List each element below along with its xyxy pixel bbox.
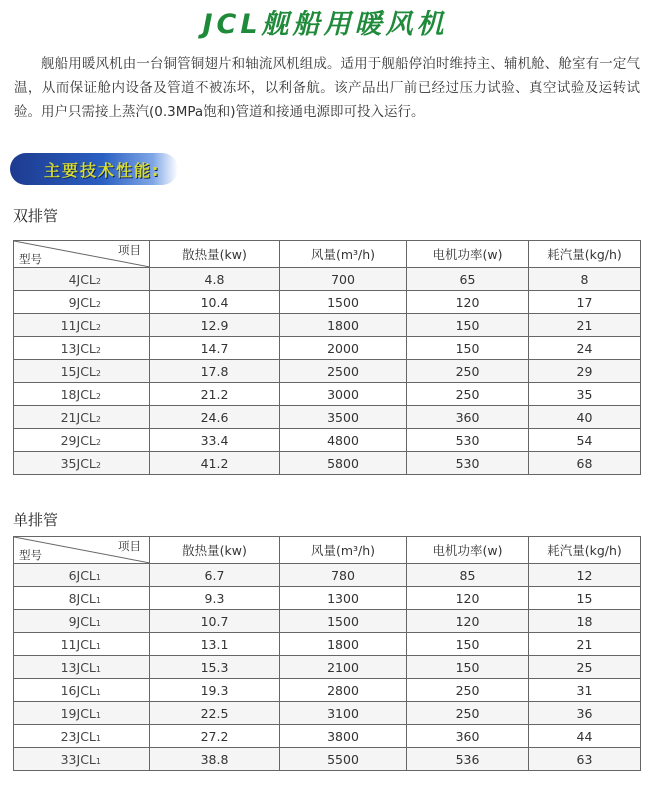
- table-row: [14, 268, 641, 291]
- heat-cell: 27.2: [150, 725, 280, 748]
- steam-cell: 8: [529, 268, 641, 291]
- power-cell: 85: [407, 564, 529, 587]
- model-name: 15JCL: [60, 363, 96, 379]
- table-header-row: [14, 537, 641, 564]
- air-cell: 5800: [280, 452, 407, 475]
- table-row: [14, 564, 641, 587]
- header-heat: 散热量(kw): [150, 537, 280, 564]
- air-cell: 3100: [280, 702, 407, 725]
- heat-cell: 17.8: [150, 360, 280, 383]
- model-subscript: 2: [95, 460, 101, 470]
- steam-cell: 21: [529, 633, 641, 656]
- single-row-spec-table: [13, 536, 641, 771]
- header-steam: 耗汽量(kg/h): [529, 537, 641, 564]
- air-cell: 2800: [280, 679, 407, 702]
- table-row: [14, 587, 641, 610]
- model-subscript: 2: [95, 368, 101, 378]
- table-header-row: [14, 241, 641, 268]
- model-cell: [14, 564, 150, 587]
- table-row: [14, 725, 641, 748]
- model-cell: [14, 587, 150, 610]
- model-cell: [14, 656, 150, 679]
- model-name: 16JCL: [60, 682, 96, 698]
- table-row: [14, 406, 641, 429]
- power-cell: 530: [407, 452, 529, 475]
- heat-cell: 6.7: [150, 564, 280, 587]
- header-air: 风量(m³/h): [280, 241, 407, 268]
- air-cell: 2100: [280, 656, 407, 679]
- header-model-label: 型号: [19, 548, 42, 562]
- steam-cell: 63: [529, 748, 641, 771]
- table-row: [14, 452, 641, 475]
- table-row: [14, 633, 641, 656]
- heat-cell: 13.1: [150, 633, 280, 656]
- air-cell: 1800: [280, 314, 407, 337]
- model-cell: [14, 702, 150, 725]
- steam-cell: 15: [529, 587, 641, 610]
- header-item-label: 项目: [118, 539, 141, 553]
- heat-cell: 9.3: [150, 587, 280, 610]
- intro-paragraph: 舰船用暖风机由一台铜管铜翅片和轴流风机组成。适用于舰船停泊时维持主、辅机舱、舱室有一定气温，从而保证舱内设备及管道不被冻坏，以利备航。该产品出厂前已经过压力试验、真空试验及运转试验。用户只需接上蒸汽(0.3MPa饱和)管道和接通电源即可投入运行。: [14, 56, 640, 120]
- model-cell: [14, 633, 150, 656]
- air-cell: 1300: [280, 587, 407, 610]
- model-subscript: 1: [95, 710, 101, 720]
- air-cell: 700: [280, 268, 407, 291]
- power-cell: 250: [407, 383, 529, 406]
- table-row: [14, 748, 641, 771]
- steam-cell: 12: [529, 564, 641, 587]
- model-subscript: 2: [95, 391, 101, 401]
- model-subscript: 2: [95, 322, 101, 332]
- power-cell: 65: [407, 268, 529, 291]
- table-row: [14, 429, 641, 452]
- power-cell: 250: [407, 702, 529, 725]
- table-row: [14, 656, 641, 679]
- table-row: [14, 360, 641, 383]
- model-cell: [14, 383, 150, 406]
- steam-cell: 36: [529, 702, 641, 725]
- steam-cell: 18: [529, 610, 641, 633]
- table-row: [14, 383, 641, 406]
- heat-cell: 41.2: [150, 452, 280, 475]
- steam-cell: 21: [529, 314, 641, 337]
- model-subscript: 1: [95, 641, 101, 651]
- steam-cell: 68: [529, 452, 641, 475]
- power-cell: 150: [407, 656, 529, 679]
- model-subscript: 2: [95, 437, 101, 447]
- model-cell: [14, 452, 150, 475]
- air-cell: 3500: [280, 406, 407, 429]
- header-item-label: 项目: [118, 243, 141, 257]
- table-row: [14, 337, 641, 360]
- model-name: 18JCL: [60, 386, 96, 402]
- header-steam: 耗汽量(kg/h): [529, 241, 641, 268]
- steam-cell: 25: [529, 656, 641, 679]
- model-subscript: 1: [95, 733, 101, 743]
- model-cell: [14, 610, 150, 633]
- model-subscript: 2: [95, 345, 101, 355]
- model-cell: [14, 748, 150, 771]
- power-cell: 250: [407, 360, 529, 383]
- model-name: 9JCL: [68, 294, 96, 310]
- model-subscript: 2: [95, 414, 101, 424]
- model-cell: [14, 291, 150, 314]
- single-row-section-title: 单排管: [13, 511, 59, 529]
- heat-cell: 19.3: [150, 679, 280, 702]
- power-cell: 150: [407, 337, 529, 360]
- heat-cell: 15.3: [150, 656, 280, 679]
- model-cell: [14, 337, 150, 360]
- table-row: [14, 702, 641, 725]
- model-name: 35JCL: [60, 455, 96, 471]
- header-model-label: 型号: [19, 252, 42, 266]
- double-row-section-title: 双排管: [13, 207, 59, 225]
- page-title: JCL舰船用暖风机: [202, 9, 448, 40]
- heat-cell: 21.2: [150, 383, 280, 406]
- power-cell: 536: [407, 748, 529, 771]
- table-row: [14, 679, 641, 702]
- steam-cell: 54: [529, 429, 641, 452]
- model-cell: [14, 429, 150, 452]
- heat-cell: 14.7: [150, 337, 280, 360]
- model-cell: [14, 725, 150, 748]
- heat-cell: 22.5: [150, 702, 280, 725]
- header-corner-cell: [14, 241, 150, 268]
- model-name: 19JCL: [60, 705, 96, 721]
- power-cell: 120: [407, 610, 529, 633]
- air-cell: 3000: [280, 383, 407, 406]
- double-row-spec-table: [13, 240, 641, 475]
- model-name: 13JCL: [60, 340, 96, 356]
- power-cell: 120: [407, 587, 529, 610]
- air-cell: 780: [280, 564, 407, 587]
- table-row: [14, 291, 641, 314]
- air-cell: 5500: [280, 748, 407, 771]
- model-name: 21JCL: [60, 409, 96, 425]
- air-cell: 1500: [280, 291, 407, 314]
- power-cell: 120: [407, 291, 529, 314]
- table-row: [14, 314, 641, 337]
- heat-cell: 4.8: [150, 268, 280, 291]
- steam-cell: 24: [529, 337, 641, 360]
- header-heat: 散热量(kw): [150, 241, 280, 268]
- model-name: 11JCL: [60, 317, 96, 333]
- power-cell: 150: [407, 314, 529, 337]
- air-cell: 1800: [280, 633, 407, 656]
- model-name: 33JCL: [60, 751, 96, 767]
- model-name: 4JCL: [68, 271, 96, 287]
- power-cell: 250: [407, 679, 529, 702]
- heat-cell: 10.4: [150, 291, 280, 314]
- model-subscript: 1: [95, 618, 101, 628]
- heat-cell: 24.6: [150, 406, 280, 429]
- model-cell: [14, 268, 150, 291]
- model-cell: [14, 406, 150, 429]
- steam-cell: 35: [529, 383, 641, 406]
- power-cell: 150: [407, 633, 529, 656]
- header-power: 电机功率(w): [407, 241, 529, 268]
- model-subscript: 1: [95, 572, 101, 582]
- steam-cell: 29: [529, 360, 641, 383]
- air-cell: 2000: [280, 337, 407, 360]
- model-name: 6JCL: [68, 567, 96, 583]
- section-banner-label: 主要技术性能:: [44, 161, 161, 180]
- model-subscript: 1: [95, 595, 101, 605]
- power-cell: 360: [407, 406, 529, 429]
- model-name: 23JCL: [60, 728, 96, 744]
- heat-cell: 33.4: [150, 429, 280, 452]
- header-air: 风量(m³/h): [280, 537, 407, 564]
- model-cell: [14, 314, 150, 337]
- air-cell: 4800: [280, 429, 407, 452]
- model-name: 11JCL: [60, 636, 96, 652]
- steam-cell: 44: [529, 725, 641, 748]
- model-cell: [14, 679, 150, 702]
- model-name: 8JCL: [68, 590, 96, 606]
- steam-cell: 17: [529, 291, 641, 314]
- heat-cell: 10.7: [150, 610, 280, 633]
- model-name: 13JCL: [60, 659, 96, 675]
- model-subscript: 1: [95, 756, 101, 766]
- table-row: [14, 610, 641, 633]
- steam-cell: 31: [529, 679, 641, 702]
- air-cell: 2500: [280, 360, 407, 383]
- heat-cell: 12.9: [150, 314, 280, 337]
- power-cell: 360: [407, 725, 529, 748]
- steam-cell: 40: [529, 406, 641, 429]
- heat-cell: 38.8: [150, 748, 280, 771]
- header-corner-cell: [14, 537, 150, 564]
- model-subscript: 2: [95, 276, 101, 286]
- air-cell: 3800: [280, 725, 407, 748]
- model-name: 9JCL: [68, 613, 96, 629]
- model-subscript: 2: [95, 299, 101, 309]
- model-cell: [14, 360, 150, 383]
- section-banner: [10, 153, 178, 185]
- model-subscript: 1: [95, 687, 101, 697]
- model-name: 29JCL: [60, 432, 96, 448]
- air-cell: 1500: [280, 610, 407, 633]
- power-cell: 530: [407, 429, 529, 452]
- header-power: 电机功率(w): [407, 537, 529, 564]
- model-subscript: 1: [95, 664, 101, 674]
